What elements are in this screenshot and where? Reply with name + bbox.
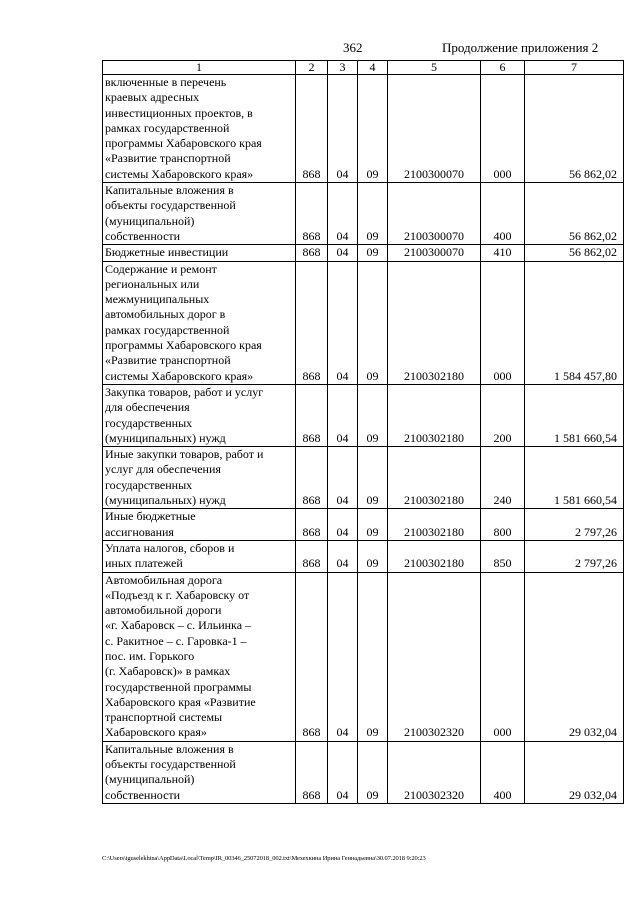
target-article-code: 2100302320 bbox=[388, 572, 481, 741]
section-code: 04 bbox=[328, 447, 358, 509]
amount: 2 797,26 bbox=[525, 540, 624, 572]
description-line: инвестиционных проектов, в bbox=[105, 105, 253, 120]
description-line: программы Хабаровского края bbox=[105, 136, 262, 151]
amount: 29 032,04 bbox=[525, 572, 624, 741]
description-line: собственности bbox=[105, 787, 181, 802]
description-line: Автомобильная дорога bbox=[105, 572, 223, 587]
header-cell: 6 bbox=[481, 61, 525, 75]
table-row bbox=[103, 261, 624, 384]
description-line: транспортной системы bbox=[105, 710, 223, 725]
admin-code: 868 bbox=[296, 741, 328, 803]
expense-type-code: 800 bbox=[481, 509, 525, 541]
target-article-code: 2100302320 bbox=[388, 741, 481, 803]
table-row bbox=[103, 75, 624, 183]
description-line: Содержание и ремонт bbox=[105, 261, 217, 276]
subsection-code: 09 bbox=[358, 245, 388, 261]
admin-code: 868 bbox=[296, 540, 328, 572]
section-code: 04 bbox=[328, 572, 358, 741]
expense-type-code: 000 bbox=[481, 75, 525, 183]
amount: 56 862,02 bbox=[525, 183, 624, 245]
admin-code: 868 bbox=[296, 447, 328, 509]
amount: 2 797,26 bbox=[525, 509, 624, 541]
row-description bbox=[103, 245, 296, 261]
description-line: «Развитие транспортной bbox=[105, 353, 231, 368]
description-line: автомобильных дорог в bbox=[105, 307, 226, 322]
expense-type-code: 400 bbox=[481, 741, 525, 803]
description-line: программы Хабаровского края bbox=[105, 338, 262, 353]
section-code: 04 bbox=[328, 183, 358, 245]
header-cell: 2 bbox=[296, 61, 328, 75]
row-description bbox=[103, 183, 296, 245]
row-description bbox=[103, 572, 296, 741]
description-line: Закупка товаров, работ и услуг bbox=[105, 384, 264, 399]
description-line: включенные в перечень bbox=[105, 75, 227, 89]
description-line: Хабаровского края» bbox=[105, 725, 207, 740]
expense-type-code: 400 bbox=[481, 183, 525, 245]
table-row bbox=[103, 540, 624, 572]
header-cell: 5 bbox=[388, 61, 481, 75]
description-line: государственной программы bbox=[105, 679, 252, 694]
row-description bbox=[103, 447, 296, 509]
description-line: Уплата налогов, сборов и bbox=[105, 540, 235, 555]
table-row bbox=[103, 183, 624, 245]
description-line: (муниципальной) bbox=[105, 772, 195, 787]
header-cell: 7 bbox=[525, 61, 624, 75]
description-line: (г. Хабаровск)» в рамках bbox=[105, 664, 231, 679]
table-row bbox=[103, 447, 624, 509]
description-line: Капитальные вложения в bbox=[105, 741, 234, 756]
admin-code: 868 bbox=[296, 384, 328, 446]
description-line: (муниципальной) bbox=[105, 213, 195, 228]
admin-code: 868 bbox=[296, 572, 328, 741]
file-path-footer: C:\Users\iguselekhina\AppData\Local\Temp\IR_00346_25072018_002.txt\Мехехкина Ирина Геннадьевна\30.07.2018 9:20:23 bbox=[102, 855, 426, 862]
row-description bbox=[103, 75, 296, 183]
row-description bbox=[103, 384, 296, 446]
description-line: «Развитие транспортной bbox=[105, 151, 231, 166]
description-line: (муниципальных) нужд bbox=[105, 493, 226, 508]
section-code: 04 bbox=[328, 540, 358, 572]
admin-code: 868 bbox=[296, 245, 328, 261]
description-line: объекты государственной bbox=[105, 198, 236, 213]
target-article-code: 2100300070 bbox=[388, 245, 481, 261]
header-cell: 3 bbox=[328, 61, 358, 75]
subsection-code: 09 bbox=[358, 572, 388, 741]
description-line: региональных или bbox=[105, 276, 200, 291]
description-line: краевых адресных bbox=[105, 90, 200, 105]
expense-type-code: 200 bbox=[481, 384, 525, 446]
amount: 1 584 457,80 bbox=[525, 261, 624, 384]
target-article-code: 2100300070 bbox=[388, 75, 481, 183]
description-line: Иные закупки товаров, работ и bbox=[105, 447, 264, 462]
expense-type-code: 000 bbox=[481, 572, 525, 741]
section-code: 04 bbox=[328, 741, 358, 803]
expense-type-code: 000 bbox=[481, 261, 525, 384]
header-cell: 4 bbox=[358, 61, 388, 75]
amount: 1 581 660,54 bbox=[525, 447, 624, 509]
row-description bbox=[103, 540, 296, 572]
description-line: рамках государственной bbox=[105, 120, 230, 135]
row-description bbox=[103, 509, 296, 541]
description-line: государственных bbox=[105, 415, 193, 430]
description-line: с. Ракитное – с. Гаровка-1 – bbox=[105, 633, 247, 648]
subsection-code: 09 bbox=[358, 741, 388, 803]
description-line: государственных bbox=[105, 477, 193, 492]
description-line: системы Хабаровского края» bbox=[105, 166, 254, 181]
description-line: межмуниципальных bbox=[105, 292, 210, 307]
expense-type-code: 850 bbox=[481, 540, 525, 572]
subsection-code: 09 bbox=[358, 540, 388, 572]
subsection-code: 09 bbox=[358, 509, 388, 541]
description-line: ассигнования bbox=[105, 524, 174, 539]
subsection-code: 09 bbox=[358, 183, 388, 245]
description-line: услуг для обеспечения bbox=[105, 462, 221, 477]
description-line: рамках государственной bbox=[105, 322, 230, 337]
admin-code: 868 bbox=[296, 183, 328, 245]
row-description bbox=[103, 261, 296, 384]
expense-type-code: 410 bbox=[481, 245, 525, 261]
amount: 1 581 660,54 bbox=[525, 384, 624, 446]
description-line: «Подъезд к г. Хабаровску от bbox=[105, 587, 250, 602]
description-line: Хабаровского края «Развитие bbox=[105, 694, 256, 709]
row-description bbox=[103, 741, 296, 803]
section-code: 04 bbox=[328, 261, 358, 384]
description-line: Бюджетные инвестиции bbox=[105, 245, 229, 260]
admin-code: 868 bbox=[296, 75, 328, 183]
budget-table bbox=[102, 60, 624, 804]
description-line: «г. Хабаровск – с. Ильинка – bbox=[105, 618, 252, 633]
subsection-code: 09 bbox=[358, 261, 388, 384]
target-article-code: 2100302180 bbox=[388, 261, 481, 384]
section-code: 04 bbox=[328, 384, 358, 446]
admin-code: 868 bbox=[296, 509, 328, 541]
description-line: Иные бюджетные bbox=[105, 509, 196, 524]
section-code: 04 bbox=[328, 75, 358, 183]
table-row bbox=[103, 741, 624, 803]
amount: 56 862,02 bbox=[525, 245, 624, 261]
subsection-code: 09 bbox=[358, 75, 388, 183]
description-line: пос. им. Горького bbox=[105, 648, 195, 663]
section-code: 04 bbox=[328, 509, 358, 541]
target-article-code: 2100302180 bbox=[388, 384, 481, 446]
header-cell: 1 bbox=[103, 61, 296, 75]
target-article-code: 2100302180 bbox=[388, 447, 481, 509]
table-row bbox=[103, 572, 624, 741]
amount: 29 032,04 bbox=[525, 741, 624, 803]
description-line: автомобильной дороги bbox=[105, 603, 222, 618]
section-code: 04 bbox=[328, 245, 358, 261]
target-article-code: 2100300070 bbox=[388, 183, 481, 245]
amount: 56 862,02 bbox=[525, 75, 624, 183]
admin-code: 868 bbox=[296, 261, 328, 384]
description-line: иных платежей bbox=[105, 556, 183, 571]
continuation-label: Продолжение приложения 2 bbox=[442, 40, 599, 55]
subsection-code: 09 bbox=[358, 384, 388, 446]
description-line: собственности bbox=[105, 228, 181, 243]
subsection-code: 09 bbox=[358, 447, 388, 509]
table-row bbox=[103, 245, 624, 261]
description-line: (муниципальных) нужд bbox=[105, 430, 226, 445]
page-number: 362 bbox=[343, 40, 363, 55]
header-row bbox=[103, 61, 624, 75]
description-line: системы Хабаровского края» bbox=[105, 368, 254, 383]
description-line: Капитальные вложения в bbox=[105, 183, 234, 198]
target-article-code: 2100302180 bbox=[388, 540, 481, 572]
table-row bbox=[103, 509, 624, 541]
description-line: объекты государственной bbox=[105, 757, 236, 772]
description-line: для обеспечения bbox=[105, 400, 190, 415]
table-row bbox=[103, 384, 624, 446]
target-article-code: 2100302180 bbox=[388, 509, 481, 541]
expense-type-code: 240 bbox=[481, 447, 525, 509]
